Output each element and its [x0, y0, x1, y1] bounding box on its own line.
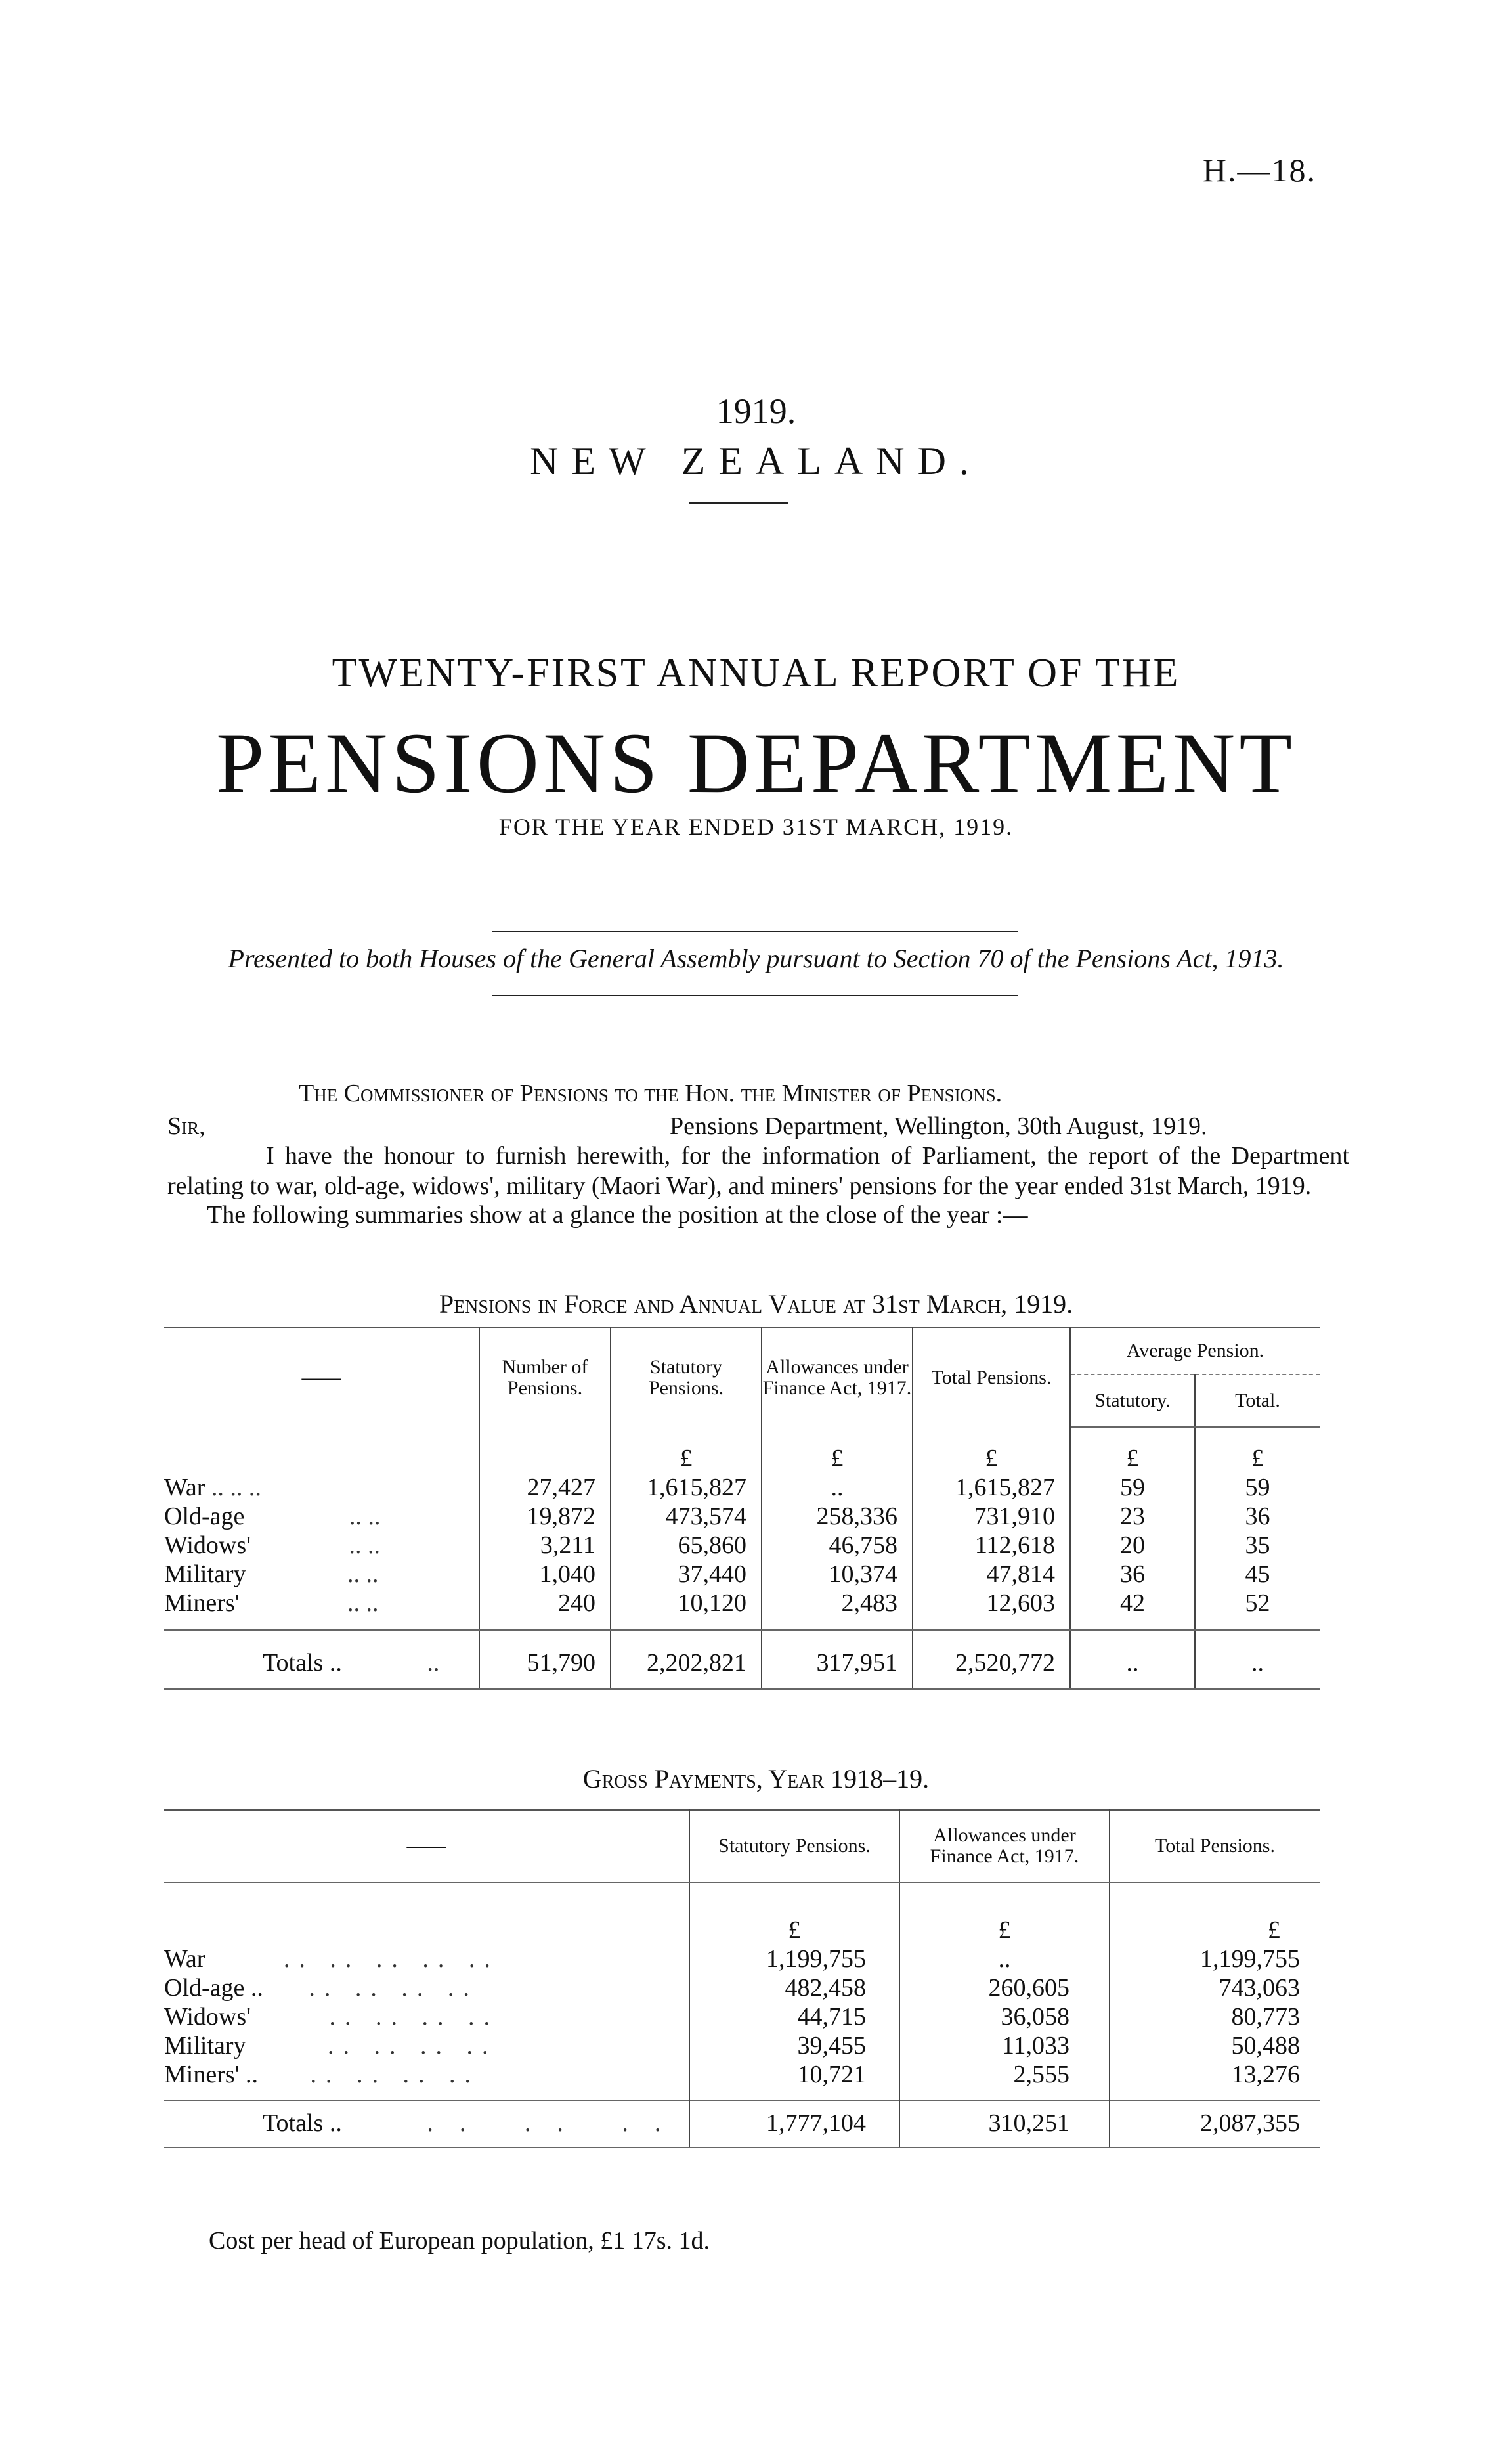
row-label: Old-age	[164, 1503, 245, 1530]
presented-rule-top	[492, 931, 1018, 932]
table2-title: Gross Payments, Year 1918–19.	[582, 1764, 930, 1794]
cell-allowances: ..	[899, 1945, 1110, 1973]
leader-dots: .. ..	[349, 1503, 381, 1530]
table2-unit: £	[1268, 1916, 1280, 1944]
gross-payments-table	[164, 1809, 1320, 2148]
country-heading: NEW ZEALAND.	[530, 439, 982, 483]
totals-allowances: 317,951	[762, 1630, 913, 1689]
table-row	[164, 2002, 1320, 2031]
cell-statutory: 44,715	[689, 2002, 899, 2031]
report-title-line1: TWENTY-FIRST ANNUAL REPORT OF THE	[332, 651, 1180, 695]
row-label: Widows'	[164, 2003, 251, 2031]
cell-statutory: 10,120	[611, 1589, 762, 1630]
cell-allowances: 36,058	[899, 2002, 1110, 2031]
table2-header-statutory: Statutory Pensions.	[689, 1810, 899, 1882]
year: 1919.	[716, 391, 796, 431]
cell-total: 47,814	[913, 1560, 1070, 1589]
letter-place-date: Pensions Department, Wellington, 30th August, 1919.	[670, 1112, 1207, 1140]
cell-avg-total: 59	[1245, 1474, 1270, 1501]
leader-dots: ..	[427, 1649, 440, 1677]
letter-paragraph-2: The following summaries show at a glance the position at the close of the year :—	[207, 1201, 1028, 1229]
cell-allowances: 260,605	[899, 1973, 1110, 2002]
cell-allowances: 2,483	[762, 1589, 913, 1630]
table-row	[164, 1502, 1320, 1531]
table-row	[164, 1560, 1320, 1589]
cell-avg-total: 45	[1245, 1560, 1270, 1588]
cell-statutory: 37,440	[611, 1560, 762, 1589]
totals-statutory: 1,777,104	[689, 2100, 899, 2147]
row-label: Miners'	[164, 1589, 240, 1617]
presented-rule-bottom	[492, 995, 1018, 996]
table-row	[164, 1973, 1320, 2002]
leader-dots: .. .. .. ..	[329, 2003, 499, 2031]
letter-paragraph-1: I have the honour to furnish herewith, for the information of Parliament, the report of the Department relating to war, old-age, widows', military (Maori War), and miners' pensions for the year ended 31st March, 1919.	[167, 1142, 1349, 1200]
table1-header-statutory: Statutory Pensions.	[611, 1327, 762, 1427]
table-row	[164, 2031, 1320, 2060]
table2-header-blank: ——	[164, 1810, 689, 1882]
cell-allowances: 258,336	[762, 1502, 913, 1531]
leader-dots: .. .. ..	[211, 1474, 261, 1501]
totals-label: Totals ..	[263, 2109, 342, 2137]
cell-avg-statutory: 23	[1070, 1502, 1195, 1531]
presented-statement: Presented to both Houses of the General Assembly pursuant to Section 70 of the Pensions Act, 1913.	[228, 944, 1284, 973]
report-title-main: PENSIONS DEPARTMENT	[215, 715, 1297, 811]
cell-statutory: 473,574	[611, 1502, 762, 1531]
cell-allowances: ..	[762, 1473, 913, 1502]
totals-row	[164, 2100, 1320, 2147]
row-label: Military	[164, 1560, 246, 1588]
totals-row	[164, 1630, 1320, 1689]
cell-avg-statutory: 36	[1070, 1560, 1195, 1589]
totals-number: 51,790	[479, 1630, 611, 1689]
row-label: War	[164, 1945, 205, 1973]
cell-avg-total: 36	[1245, 1503, 1270, 1530]
table1-unit: £	[1251, 1445, 1264, 1472]
cell-statutory: 65,860	[611, 1531, 762, 1560]
leader-dots: .. .. .. ..	[328, 2032, 498, 2059]
cell-total: 50,488	[1231, 2032, 1300, 2059]
cell-avg-statutory: 59	[1070, 1473, 1195, 1502]
leader-dots: .. ..	[349, 1531, 380, 1559]
cell-allowances: 10,374	[762, 1560, 913, 1589]
leader-dots: .. .. .. ..	[310, 2061, 481, 2088]
cell-total: 112,618	[913, 1531, 1070, 1560]
totals-label: Totals ..	[263, 1649, 342, 1677]
row-label: War	[164, 1474, 205, 1501]
cell-avg-statutory: 42	[1070, 1589, 1195, 1630]
cell-statutory: 1,199,755	[689, 1945, 899, 1973]
report-title-subtitle: FOR THE YEAR ENDED 31ST MARCH, 1919.	[498, 814, 1014, 840]
cell-statutory: 10,721	[689, 2060, 899, 2100]
row-label: Miners' ..	[164, 2061, 259, 2088]
letter-salutation: Sir,	[167, 1112, 205, 1140]
table1-unit: £	[762, 1427, 913, 1473]
cell-total: 13,276	[1231, 2061, 1300, 2088]
totals-total: 2,520,772	[913, 1630, 1070, 1689]
totals-statutory: 2,202,821	[611, 1630, 762, 1689]
totals-avg-statutory: ..	[1070, 1630, 1195, 1689]
totals-total: 2,087,355	[1110, 2100, 1320, 2147]
table1-title: Pensions in Force and Annual Value at 31st March, 1919.	[439, 1289, 1073, 1319]
table1-header-avg-total: Total.	[1195, 1375, 1320, 1427]
cost-per-head: Cost per head of European population, £1 17s. 1d.	[209, 2227, 710, 2255]
letter-address: The Commissioner of Pensions to the Hon. the Minister of Pensions.	[299, 1080, 1003, 1107]
cell-allowances: 2,555	[899, 2060, 1110, 2100]
cell-number: 19,872	[479, 1502, 611, 1531]
table1-unit: £	[1070, 1427, 1195, 1473]
table1-header-total: Total Pensions.	[913, 1327, 1070, 1427]
cell-number: 1,040	[479, 1560, 611, 1589]
table2-header-allowances: Allowances under Finance Act, 1917.	[899, 1810, 1110, 1882]
cell-avg-statutory: 20	[1070, 1531, 1195, 1560]
cell-avg-total: 35	[1245, 1531, 1270, 1559]
table1-header-blank: ——	[164, 1327, 479, 1427]
cell-avg-total: 52	[1195, 1589, 1320, 1630]
table1-header-allowances: Allowances under Finance Act, 1917.	[762, 1327, 913, 1427]
table-row	[164, 1589, 1320, 1630]
cell-total: 12,603	[913, 1589, 1070, 1630]
title-divider	[689, 502, 788, 504]
cell-total: 731,910	[913, 1502, 1070, 1531]
row-label: Military	[164, 2032, 246, 2059]
table2-unit: £	[899, 1882, 1110, 1945]
cell-total: 743,063	[1219, 1974, 1300, 2002]
cell-statutory: 482,458	[689, 1973, 899, 2002]
table1-header-number: Number of Pensions.	[479, 1327, 611, 1427]
cell-number: 27,427	[479, 1473, 611, 1502]
table-row	[164, 1531, 1320, 1560]
table1-header-average: Average Pension.	[1070, 1327, 1320, 1375]
row-label: Widows'	[164, 1531, 251, 1559]
table2-units-blank	[164, 1882, 689, 1945]
leader-dots: .. .. ..	[427, 2109, 687, 2137]
table2-unit: £	[689, 1882, 899, 1945]
table1-unit: £	[913, 1427, 1070, 1473]
leader-dots: .. ..	[347, 1589, 379, 1617]
table-row	[164, 2060, 1320, 2100]
table2-header-total: Total Pensions.	[1110, 1810, 1320, 1882]
cell-total: 1,199,755	[1200, 1945, 1300, 1973]
cell-number: 3,211	[479, 1531, 611, 1560]
pensions-in-force-table	[164, 1327, 1320, 1690]
cell-total: 1,615,827	[913, 1473, 1070, 1502]
page-id: H.—18.	[1202, 152, 1316, 188]
totals-avg-total: ..	[1195, 1630, 1320, 1689]
table1-units-blank	[164, 1427, 479, 1473]
table1-units-number	[479, 1427, 611, 1473]
leader-dots: .. .. .. .. ..	[283, 1945, 500, 1973]
leader-dots: .. .. .. ..	[309, 1974, 479, 2002]
cell-allowances: 46,758	[762, 1531, 913, 1560]
table-row	[164, 1473, 1320, 1502]
table1-header-avg-statutory: Statutory.	[1070, 1375, 1195, 1427]
cell-total: 80,773	[1231, 2003, 1300, 2031]
cell-allowances: 11,033	[899, 2031, 1110, 2060]
cell-number: 240	[479, 1589, 611, 1630]
table-row	[164, 1945, 1320, 1973]
leader-dots: .. ..	[347, 1560, 379, 1588]
table1-unit: £	[611, 1427, 762, 1473]
cell-statutory: 1,615,827	[611, 1473, 762, 1502]
totals-allowances: 310,251	[899, 2100, 1110, 2147]
row-label: Old-age ..	[164, 1974, 263, 2002]
cell-statutory: 39,455	[689, 2031, 899, 2060]
